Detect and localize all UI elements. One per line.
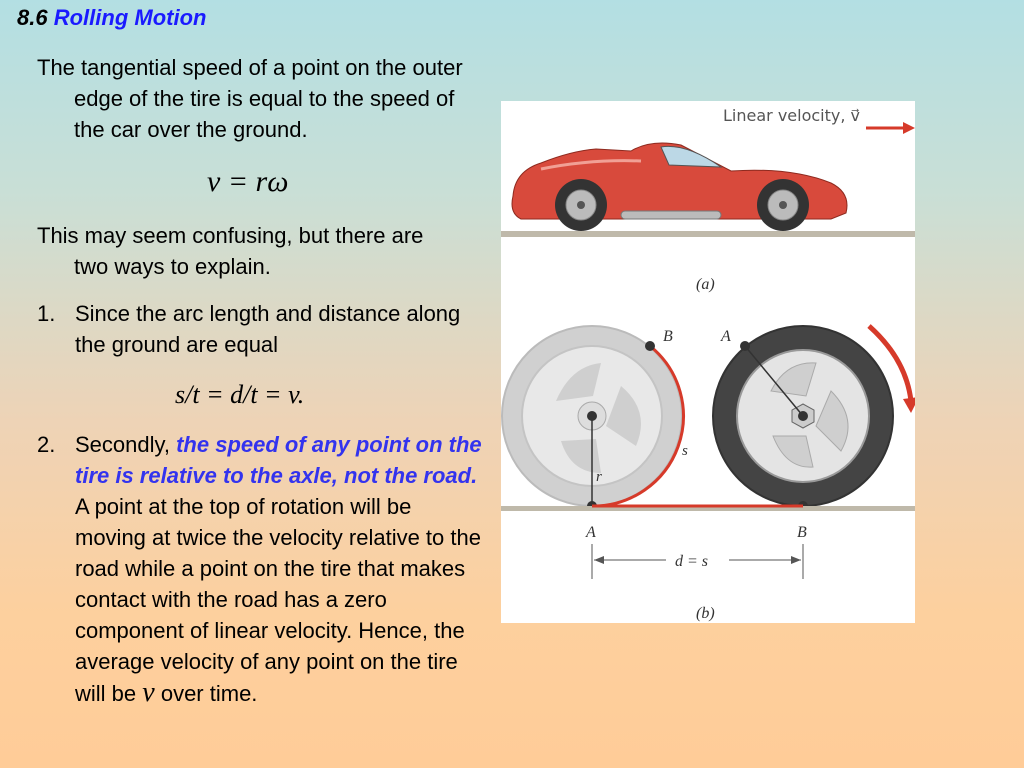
- car-illustration: [512, 143, 847, 231]
- label-r: r: [596, 469, 602, 485]
- intro-text: The tangential speed of a point on the outer edge of the tire is equal to the speed of the car over the ground.: [37, 55, 463, 142]
- item2-highlight: the speed of any point on the tire is relative to the axle, not the road.: [75, 432, 482, 488]
- list-text-1: Since the arc length and distance along the ground are equal: [75, 301, 461, 357]
- list-number-2: 2.: [37, 432, 56, 457]
- label-d-equals-s: d = s: [675, 553, 709, 570]
- label-b-right: B: [797, 524, 807, 541]
- left-axle-dot: [587, 411, 597, 421]
- label-b-left: B: [663, 328, 673, 345]
- section-name: Rolling Motion: [53, 5, 207, 30]
- confusing-paragraph: [37, 220, 457, 282]
- item2-lead: Secondly,: [75, 432, 170, 457]
- list-item-2: [37, 429, 487, 709]
- item2-end: over time.: [160, 681, 258, 706]
- list-item-1: [37, 298, 487, 360]
- point-a-right: [740, 341, 750, 351]
- label-a-right: A: [721, 328, 731, 345]
- equation-v-r-omega: v = rω: [207, 165, 289, 198]
- label-a-left: A: [586, 524, 596, 541]
- confusing-text: This may seem confusing, but there are two ways to explain.: [37, 223, 424, 279]
- item2-v: v: [142, 677, 155, 708]
- caption-b: (b): [696, 605, 715, 622]
- list-text-2: [75, 429, 487, 709]
- rolling-motion-figure: [501, 101, 915, 623]
- caption-a: (a): [696, 276, 715, 293]
- point-b-left: [645, 341, 655, 351]
- section-number: 8.6: [17, 5, 48, 30]
- label-s: s: [682, 443, 688, 459]
- figure-svg: [501, 101, 915, 623]
- list-number-1: 1.: [37, 301, 56, 326]
- right-axle-dot: [798, 411, 808, 421]
- intro-paragraph: [37, 52, 487, 145]
- equation-s-d-v: s/t = d/t = v.: [175, 380, 305, 409]
- slide-title: [17, 5, 206, 31]
- road-a: [501, 231, 915, 237]
- velocity-arrow: [866, 122, 915, 134]
- linear-velocity-label: Linear velocity, v⃗: [723, 106, 860, 125]
- item2-rest: A point at the top of rotation will be moving at twice the velocity relative to the road while a point on the tire that makes contact with the road has a zero component of linear velocity. Hence, the average velocity of any point on the tire will be: [75, 494, 481, 706]
- rotation-arrow-head: [903, 397, 915, 413]
